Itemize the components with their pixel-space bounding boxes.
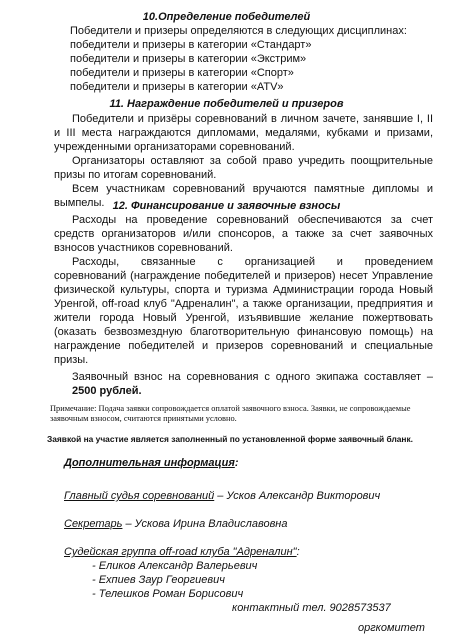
chief-judge-name: – Ускoв Александр Викторович	[214, 490, 381, 502]
paragraph-line: взносов участников соревнований.	[54, 242, 233, 254]
paragraph-line: Победители и призёры соревнований в личном зачете, занявшие I, II	[72, 113, 433, 125]
extra-info-title: Дополнительная информация	[64, 457, 235, 469]
secretary-row	[64, 518, 287, 531]
paragraph-line: Заявочный взнос на соревнования с одного экипажа составляет –	[72, 371, 433, 383]
application-statement: Заявкой на участие является заполненный по установленной форме заявочный бланк.	[47, 434, 414, 444]
paragraph-line: Всем участникам соревнований вручаются памятные дипломы и	[72, 183, 433, 195]
category-item: победители и призеры в категории «Экстрим»	[70, 53, 307, 65]
judge-group-colon: :	[296, 546, 300, 558]
paragraph-line: призы.	[54, 354, 89, 366]
paragraph-line: вымпелы.	[54, 197, 105, 209]
extra-info-heading	[64, 457, 238, 470]
chief-judge-row	[64, 490, 380, 503]
paragraph-line: (оказать безвозмездную благотворительную финансовую помощь) на	[54, 326, 433, 338]
paragraph-line: Организаторы оставляют за собой право учредить поощрительные	[72, 155, 433, 167]
judge-group-row	[64, 546, 300, 559]
fee-amount: 2500 рублей.	[72, 385, 142, 397]
paragraph-line: Расходы на проведение соревнований обеспечиваются за счет	[72, 214, 433, 226]
contact-phone: контактный тел. 9028573537	[232, 602, 391, 614]
section-10-intro: Победители и призеры определяются в следующих дисциплинах:	[70, 25, 407, 37]
category-item: победители и призеры в категории «Спорт»	[70, 67, 294, 79]
extra-info-colon: :	[234, 457, 239, 469]
paragraph-line: награждение победителей и призеров соревнований и специальные	[54, 340, 433, 352]
section-11-title: 11. Награждение победителей и призеров	[109, 98, 344, 110]
paragraph-line: призы по итогам соревнований.	[54, 169, 217, 181]
chief-judge-label: Главный судья соревнований	[64, 490, 215, 502]
judge-member: - Еликов Александр Валерьевич	[92, 560, 258, 572]
section-12-title: 12. Финансирование и заявочные взносы	[112, 200, 341, 212]
paragraph-line: учрежденными организаторами соревнований.	[54, 141, 295, 153]
paragraph-line: Уренгой, off-road клуб "Адреналин", а также организации, предприятия и	[54, 298, 433, 310]
judge-group-label: Судейская группа off-road клуба "Адреналин"	[64, 546, 297, 558]
judge-member: - Ехпиев Заур Георгиевич	[92, 574, 225, 586]
signature-org-committee: оргкомитет	[358, 622, 425, 634]
paragraph-line: соревнований (награждение победителей и призеров) несет Управление	[54, 270, 433, 282]
category-item: победители и призеры в категории «ATV»	[70, 81, 284, 93]
note-line: Примечание: Подача заявки сопровождается оплатой заявочного взноса. Заявки, не сопровождаемые	[50, 404, 411, 413]
paragraph-line: жители города Новый Уренгой, изъявившие желание пожертвовать	[54, 312, 433, 324]
paragraph-line: средств организаторов и/или спонсоров, а также за счет заявочных	[54, 228, 433, 240]
secretary-name: – Ускова Ирина Владиславовна	[122, 518, 288, 530]
section-10-title: 10.Определение победителей	[142, 11, 311, 23]
note-line: заявочным взносом, считаются принятыми условно.	[50, 414, 237, 423]
paragraph-line: физической культуры, спорта и туризма Администрации города Новый	[54, 284, 433, 296]
paragraph-line: и III места награждаются дипломами, медалями, кубками и призами,	[54, 127, 433, 139]
secretary-label: Секретарь	[64, 518, 123, 530]
category-item: победители и призеры в категории «Стандарт»	[70, 39, 312, 51]
paragraph-line: Расходы, связанные с организацией и проведением	[72, 256, 433, 268]
judge-member: - Телешков Роман Борисович	[92, 588, 244, 600]
